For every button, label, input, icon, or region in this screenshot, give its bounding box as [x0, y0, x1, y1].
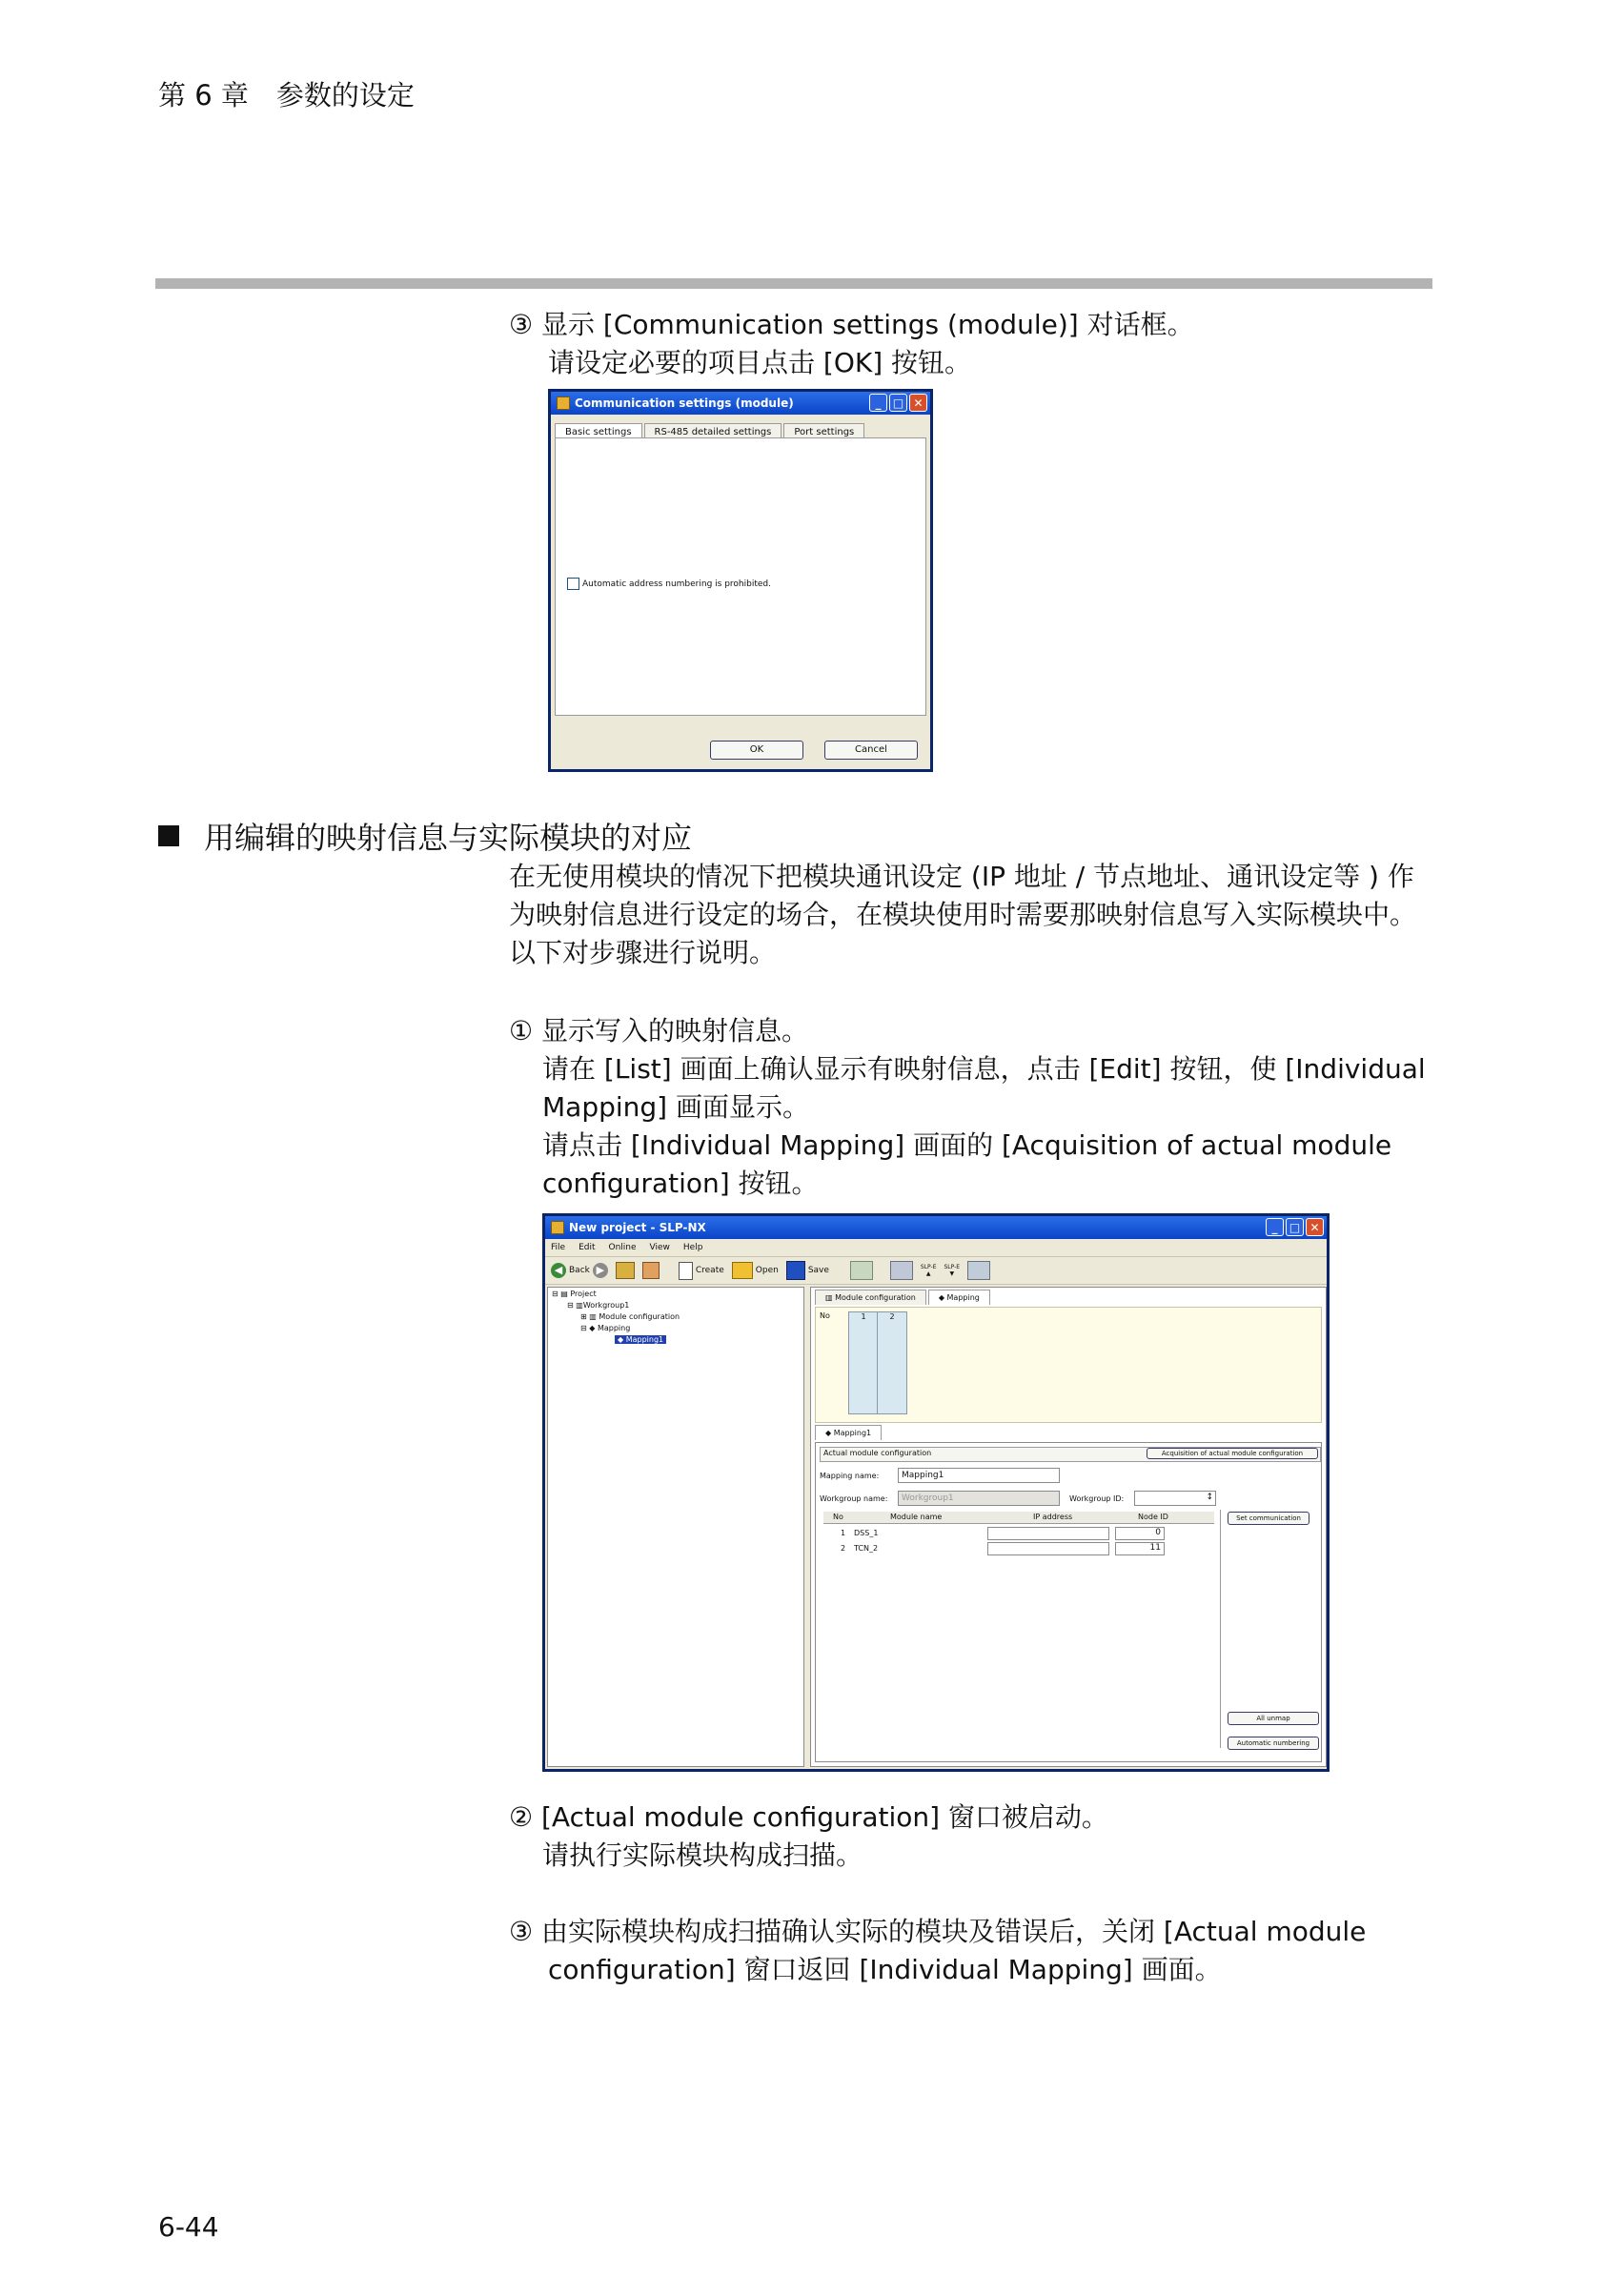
table-row[interactable]: 2 TCN_2 11: [823, 1542, 1214, 1555]
minimize-icon[interactable]: _: [1266, 1218, 1284, 1236]
save-disk-icon: [786, 1261, 805, 1280]
automatic-numbering-button[interactable]: Automatic numbering: [1228, 1737, 1319, 1750]
intro-line2: 为映射信息进行设定的场合，在模块使用时需要那映射信息写入实际模块中。: [509, 899, 1417, 930]
square-bullet-icon: [158, 825, 179, 846]
actual-module-bar: [820, 1447, 1321, 1462]
folder-up-icon[interactable]: [616, 1262, 635, 1279]
close-icon[interactable]: ✕: [1306, 1218, 1324, 1236]
app-title: New project - SLP-NX: [569, 1221, 706, 1234]
col-module-name: Module name: [890, 1513, 943, 1521]
slp-nx-window: [542, 1213, 1330, 1772]
mapping-name-input[interactable]: Mapping1: [898, 1468, 1060, 1483]
maximize-icon[interactable]: □: [889, 394, 907, 412]
step-comm-line1: ③ 显示 [Communication settings (module)] 对话框。: [509, 309, 1194, 340]
step1-line1: ① 显示写入的映射信息。: [509, 1015, 809, 1046]
menu-bar: [545, 1239, 1327, 1256]
menu-view[interactable]: View: [649, 1243, 670, 1252]
minimize-icon[interactable]: _: [869, 394, 887, 412]
tab-mapping1[interactable]: ◆ Mapping1: [815, 1425, 882, 1440]
back-button[interactable]: ◀ Back ▶: [551, 1263, 608, 1278]
comm-settings-dialog: [548, 389, 933, 772]
step2-line2: 请执行实际模块构成扫描。: [542, 1839, 863, 1871]
chapter-title: 第 6 章 参数的设定: [158, 79, 415, 112]
slp-upload-button[interactable]: SLP-E ▲: [920, 1264, 937, 1277]
node-id-input[interactable]: 11: [1115, 1542, 1165, 1555]
monitor-icon[interactable]: [967, 1261, 990, 1280]
intro-line1: 在无使用模块的情况下把模块通讯设定 (IP 地址 / 节点地址、通讯设定等 ) 作: [509, 861, 1414, 892]
module-column-1[interactable]: 1: [848, 1311, 879, 1414]
tree-item-module-config[interactable]: ⊞ ▥ Module configuration: [580, 1312, 680, 1321]
app-icon: [551, 1221, 564, 1234]
step1-line5: configuration] 按钮。: [542, 1168, 819, 1199]
step3-line2: configuration] 窗口返回 [Individual Mapping] 画面。: [548, 1954, 1222, 1985]
home-icon[interactable]: [642, 1262, 660, 1279]
open-button[interactable]: Open: [732, 1262, 779, 1279]
app-icon: [557, 396, 570, 410]
tree-item-mapping1[interactable]: ◆ Mapping1: [615, 1335, 666, 1344]
tree-item-project[interactable]: ⊟ ▤ Project: [552, 1290, 597, 1298]
node-id-input[interactable]: 0: [1115, 1527, 1165, 1540]
step1-line2: 请在 [List] 画面上确认显示有映射信息，点击 [Edit] 按钮，使 [Individual: [542, 1053, 1426, 1085]
mapping-table-header: [823, 1512, 1214, 1524]
acquisition-button[interactable]: Acquisition of actual module configuration: [1147, 1448, 1318, 1459]
create-button[interactable]: Create: [679, 1262, 724, 1280]
auto-numbering-label: Automatic address numbering is prohibited.: [582, 579, 771, 589]
tab-port-settings[interactable]: Port settings: [783, 423, 864, 440]
tree-item-mapping[interactable]: ⊟ ◆ Mapping: [580, 1324, 631, 1332]
right-pane: [810, 1287, 1327, 1767]
spin-arrows-icon: ↕: [1206, 1493, 1213, 1502]
step3-line1: ③ 由实际模块构成扫描确认实际的模块及错误后，关闭 [Actual module: [509, 1916, 1367, 1947]
table-divider: [1220, 1510, 1221, 1748]
step1-line3: Mapping] 画面显示。: [542, 1091, 809, 1123]
workgroup-name-input: Workgroup1: [898, 1491, 1060, 1506]
menu-help[interactable]: Help: [682, 1243, 703, 1252]
ok-button[interactable]: OK: [710, 741, 803, 760]
ip-address-input[interactable]: [987, 1527, 1109, 1540]
tree-item-workgroup[interactable]: ⊟ ▥Workgroup1: [567, 1301, 630, 1310]
cancel-button[interactable]: Cancel: [824, 741, 918, 760]
auto-numbering-checkbox[interactable]: [567, 578, 579, 590]
section-heading: [158, 814, 692, 858]
new-document-icon: [679, 1262, 693, 1280]
col-node-id: Node ID: [1138, 1513, 1168, 1521]
forward-arrow-icon[interactable]: ▶: [593, 1263, 608, 1278]
dialog-tab-panel: [555, 437, 926, 716]
step2-line1: ② [Actual module configuration] 窗口被启动。: [509, 1801, 1108, 1833]
module-column-2[interactable]: 2: [877, 1311, 907, 1414]
col-ip-address: IP address: [1033, 1513, 1073, 1521]
no-label: No: [820, 1311, 830, 1320]
actual-module-label: Actual module configuration: [823, 1449, 932, 1457]
workgroup-id-label: Workgroup ID:: [1069, 1494, 1125, 1503]
slp-download-button[interactable]: SLP-E ▼: [944, 1264, 961, 1277]
menu-online[interactable]: Online: [608, 1243, 637, 1252]
workgroup-id-stepper[interactable]: [1134, 1491, 1216, 1506]
tab-basic-settings[interactable]: Basic settings: [555, 423, 642, 440]
tab-rs485-settings[interactable]: RS-485 detailed settings: [644, 423, 782, 440]
table-row[interactable]: 1 DSS_1 0: [823, 1527, 1214, 1540]
col-no: No: [833, 1513, 843, 1521]
save-button[interactable]: Save: [786, 1261, 829, 1280]
download-arrow-icon: ▼: [949, 1270, 955, 1277]
intro-line3: 以下对步骤进行说明。: [509, 937, 777, 968]
page-number: 6-44: [158, 2211, 219, 2243]
mapping-overview: [815, 1307, 1322, 1423]
step1-line4: 请点击 [Individual Mapping] 画面的 [Acquisition of actual module: [542, 1129, 1392, 1161]
close-icon[interactable]: ✕: [909, 394, 927, 412]
section-heading-text: 用编辑的映射信息与实际模块的对应: [204, 820, 693, 856]
back-arrow-icon: ◀: [551, 1263, 566, 1278]
workgroup-name-label: Workgroup name:: [820, 1494, 888, 1503]
ip-address-input[interactable]: [987, 1542, 1109, 1555]
download-icon[interactable]: [850, 1261, 873, 1280]
menu-file[interactable]: File: [551, 1243, 566, 1252]
dialog-title: Communication settings (module): [575, 396, 794, 410]
toolbar: [545, 1256, 1327, 1285]
tab-module-configuration[interactable]: ▥ Module configuration: [815, 1290, 926, 1305]
all-unmap-button[interactable]: All unmap: [1228, 1712, 1319, 1725]
app-titlebar: [545, 1216, 1327, 1239]
mapping-name-label: Mapping name:: [820, 1472, 880, 1480]
dialog-titlebar: [551, 392, 930, 415]
project-tree: [547, 1287, 804, 1767]
step-comm-line2: 请设定必要的项目点击 [OK] 按钮。: [548, 347, 972, 378]
upload-arrow-icon: ▲: [925, 1270, 931, 1277]
header-rule: [155, 278, 1432, 289]
maximize-icon[interactable]: □: [1286, 1218, 1304, 1236]
tab-mapping[interactable]: ◆ Mapping: [928, 1290, 990, 1305]
mapping-detail-panel: [815, 1442, 1322, 1762]
set-communication-button[interactable]: Set communication: [1228, 1512, 1309, 1525]
menu-edit[interactable]: Edit: [579, 1243, 596, 1252]
open-folder-icon: [732, 1262, 753, 1279]
module-list-icon[interactable]: [890, 1261, 913, 1280]
